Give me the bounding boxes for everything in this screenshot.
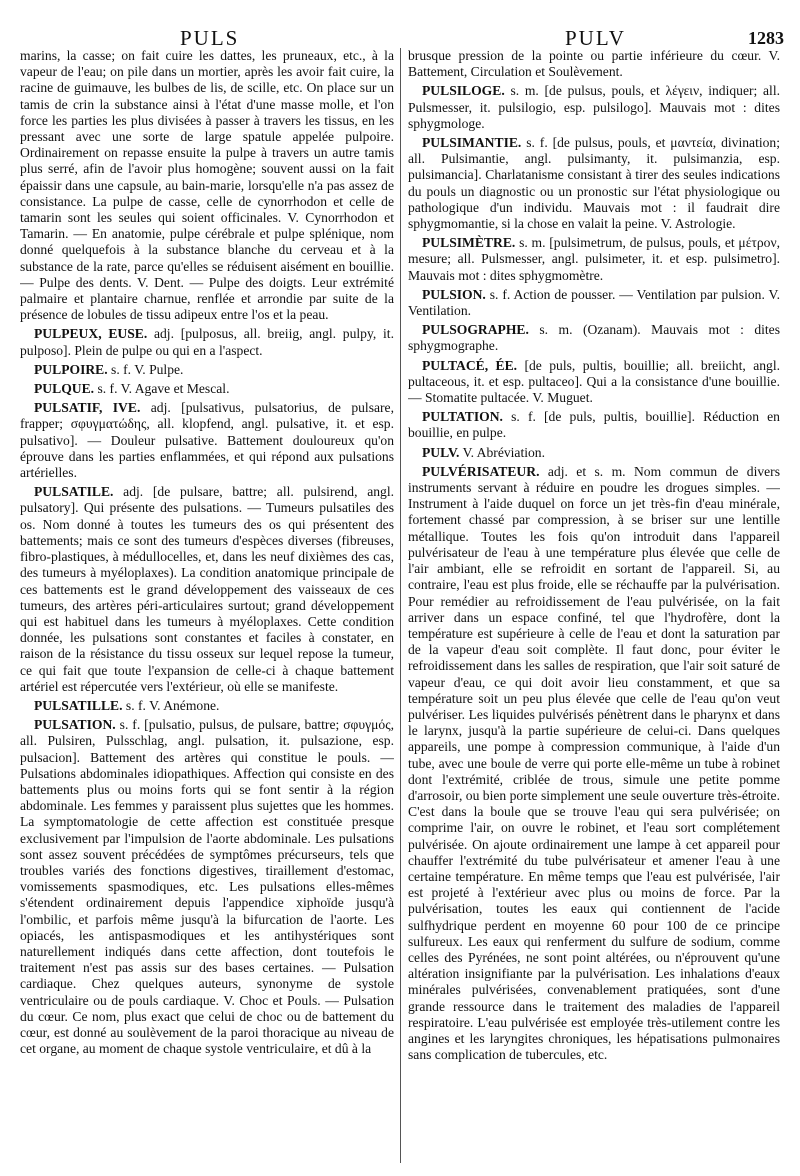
entry-headword: PULSATILLE. — [34, 697, 123, 713]
dictionary-entry — [408, 464, 780, 1064]
dictionary-entry — [408, 409, 780, 441]
entry-text: s. f. V. Agave et Mescal. — [97, 381, 230, 397]
entry-headword: PULSATILE. — [34, 484, 114, 500]
entry-headword: PULSIMANTIE. — [422, 135, 522, 151]
entry-headword: PULSION. — [422, 286, 486, 302]
entry-headword: PULSATIF, IVE. — [34, 400, 141, 416]
entry-headword: PULSATION. — [34, 717, 116, 733]
entry-headword: PULTACÉ, ÉE. — [422, 357, 518, 373]
entry-text: s. f. V. Pulpe. — [111, 361, 184, 377]
entry-text: adj. et s. m. Nom commun de divers instruments servant à réduire en poudre les drogues simples. — Instrument à l'aide duquel on force un jet très-fin d'eau minérale, fortement chassé par compression, à se briser sur une lentille métallique. Toutes les fois qu'on introduit dans l'appareil pulvérisateur de l'eau à une température plus élevée que celle de l'air ambiant, elle se refroidit en sortant de l'appareil. Si, au contraire, l'eau est plus froide, elle se réchauffe par la pulvérisation. Pour remédier au refroidissement de l'eau pulvérisée, on la fait arriver dans un espace confiné, tel que l'hydrofère, dont la température est supérieure à celle de l'eau et dont la saturation par de la vapeur d'eau soit complète. Il faut donc, pour éviter le refroidissement dans les salles de respiration, que l'air soit saturé de vapeur d'eau, ce qui doit avoir lieu constamment, et que sa température soit un peu plus élevée que celle de l'eau qu'on veut pulvériser. Les liquides pulvérisés pénètrent dans le pharynx et dans le larynx, jusqu'à la partie supérieure de celui-ci. Dans quelques appareils, une pompe à compression communique, à l'aide d'un tube, avec une boule de verre qui porte elle-même un tube à robinet dont l'extrémité, criblée de trous, simule une petite pomme d'arrosoir, ou bien porte simplement une seule ouverture très-étroite. C'est dans la boule que se trouve l'eau qui sera pulvérisée; on comprime l'air, on ouvre le robinet, et l'eau sort complétement pulvérisée. On ajoute ordinairement une lampe à cet appareil pour chauffer l'extrémité du tube pulvérisateur et amener l'eau à une certaine température. En même temps que l'eau est pulvérisée, l'air est projeté à l'extérieur avec plus ou moins de force. Par la pulvérisation, toutes les eaux qui contiennent de l'acide sulfhydrique perdent en moyenne 60 pour 100 de ce principe sulfureux. Les eaux qui renferment du sulfure de sodium, comme celles des Pyrénées, ne sont point altérées, ou n'éprouvent qu'une altération insignifiante par la pulvérisation. Les inhalations d'eaux minérales pulvérisées, convenablement pratiquées, sont d'une grande ressource dans le traitement des maladies de l'appareil respiratoire. L'eau pulvérisée est employée très-utilement contre les angines et les laryngites chroniques, les hépatisations pulmonaires sans complication de tubercules, etc. — [408, 463, 780, 1063]
entry-text: s. m. [pulsimetrum, de pulsus, pouls, et μέτρον, mesure; all. Pulsmesser, angl. pulsimeter, it. et esp. pulsimetro]. Mauvais mot : dites sphygmomètre. — [408, 235, 780, 283]
dictionary-entry — [20, 326, 394, 358]
entry-headword: PULPEUX, EUSE. — [34, 326, 148, 342]
entry-text: adj. [pulposus, all. breiig, angl. pulpy, it. pulposo]. Plein de pulpe ou qui en a l'aspect. — [20, 326, 394, 358]
entry-text: [de puls, pultis, bouillie; all. breiicht, angl. pultaceous, it. et esp. pultaceo]. Qui a la consistance d'une bouillie. — Stomatite pultacée. V. Muguet. — [408, 357, 780, 406]
entry-text: s. f. V. Anémone. — [125, 697, 220, 713]
entry-text: adj. [pulsativus, pulsatorius, de pulsare, frapper; σφυγματώδης, all. klopfend, angl. pulsative, it. et esp. pulsativo]. — Douleur pulsative. Battement douloureux qu'on éprouve dans les parties enflammées, et qui répond aux pulsations artérielles. — [20, 400, 394, 481]
left-column — [20, 48, 394, 1168]
dictionary-entry — [20, 381, 394, 397]
entry-headword: PULPOIRE. — [34, 361, 108, 377]
dictionary-entry — [20, 400, 394, 481]
running-head-right: PULV — [565, 26, 626, 50]
entry-headword: PULVÉRISATEUR. — [422, 463, 540, 479]
entry-headword: PULSILOGE. — [422, 83, 505, 99]
entry-text: s. f. [de puls, pultis, bouillie]. Réduction en bouillie, en pulpe. — [408, 409, 780, 441]
entry-text: marins, la casse; on fait cuire les dattes, les pruneaux, etc., à la vapeur de l'eau; on pile dans un mortier, après les avoir fait cuire, la racine de guimauve, les bulbes de lis, de scille, etc. On place sur un tamis de crin la substance ainsi à l'état d'une masse molle, et l'on force les parties les plus divisées à passer à travers les tissus, en les pressant avec une sorte de large spatule appelée pulpoire. Ordinairement on repasse ensuite la pulpe à travers un autre tamis plus serré, afin de l'avoir plus homogène; souvent aussi on la fait épaissir dans une capsule, au bain-marie, lorsqu'elle n'a pas assez de consistance. La pulpe de casse, celle de cynorrhodon et celle de tamarin sont les seules qui soient officinales. V. Cynorrhodon et Tamarin. — En anatomie, pulpe cérébrale et pulpe splénique, nom donné quelquefois à la substance blanche du cerveau et à la substance de la rate, parce qu'elles se réduisent aisément en bouillie. — Pulpe des dents. V. Dent. — Pulpe des doigts. Leur extrémité palmaire et plantaire charnue, renflée et arrondie par suite de la présence de lobules de tissu adipeux entre l'os et la peau. — [20, 48, 394, 323]
entry-headword: PULQUE. — [34, 381, 95, 397]
entry-text: adj. [de pulsare, battre; all. pulsirend, angl. pulsatory]. Qui présente des pulsations. — Tumeurs pulsatiles des os. Nom donné à toutes les tumeurs des os qui présentent des battements; mais ce sont des tumeurs d'espèces diverses (fibreuses, fibro-plastiques, à médullocelles, et, dans les neuf dixièmes des cas, des tumeurs à myéloplaxes). La condition anatomique principale de ces battements est le grand développement des vaisseaux de ces tumeurs, des artères péri-articulaires surtout; grand développement qui est habituel dans les tumeurs à myéloplaxes. Cette condition donnée, les pulsations sont constantes et faciles à constater, en raison de la résistance du tissu osseux sur lequel repose la tumeur, ce qui fait que toute l'expansion de celle-ci à chaque battement artériel est répercutée vers l'extérieur, où elle se manifeste. — [20, 484, 394, 694]
entry-text: s. f. Action de pousser. — Ventilation par pulsion. V. Ventilation. — [408, 286, 780, 319]
dictionary-entry — [20, 698, 394, 714]
dictionary-entry — [408, 445, 780, 461]
dictionary-entry — [20, 717, 394, 1057]
page-number: 1283 — [748, 28, 784, 48]
entry-text: s. f. [de pulsus, pouls, et μαντεία, divination; all. Pulsimantie, angl. pulsimanty, it. pulsimanzia, esp. pulsimancia]. Charlatanisme consistant à tirer des seules indications du pouls un diagnostic ou un pronostic sur l'état physiologique ou pathologique d'un individu. Mauvais mot : il faudrait dire sphygmomantie, si la chose en valait la peine. V. Astrologie. — [408, 135, 780, 232]
dictionary-entry — [20, 484, 394, 695]
dictionary-entry — [20, 48, 394, 323]
entry-text: brusque pression de la pointe ou partie inférieure du cœur. V. Battement, Circulation et Soulèvement. — [408, 48, 780, 80]
dictionary-entry — [408, 48, 780, 80]
dictionary-entry — [408, 287, 780, 319]
entry-headword: PULSIMÈTRE. — [422, 235, 516, 251]
entry-headword: PULV. — [422, 444, 460, 460]
right-column — [408, 48, 780, 1168]
dictionary-entry — [408, 235, 780, 284]
entry-headword: PULSOGRAPHE. — [422, 322, 529, 338]
dictionary-entry — [408, 358, 780, 407]
entry-headword: PULTATION. — [422, 409, 503, 425]
entry-text: V. Abréviation. — [462, 444, 545, 460]
dictionary-entry — [20, 362, 394, 378]
entry-text: s. m. [de pulsus, pouls, et λέγειν, indiquer; all. Pulsmesser, it. pulsilogio, esp. pulsilogo]. Mauvais mot : dites sphygmologe. — [408, 83, 780, 131]
entry-text: s. m. (Ozanam). Mauvais mot : dites sphygmographe. — [408, 322, 780, 354]
column-divider — [400, 48, 401, 1163]
dictionary-entry — [408, 83, 780, 132]
dictionary-entry — [408, 322, 780, 354]
dictionary-entry — [408, 135, 780, 232]
running-head-left: PULS — [180, 26, 240, 50]
entry-text: s. f. [pulsatio, pulsus, de pulsare, battre; σφυγμός, all. Pulsiren, Pulsschlag, angl. pulsation, it. pulsazione, esp. pulsacion]. Battement des artères qui constitue le pouls. — Pulsations abdominales idiopathiques. Affection qui consiste en des battements plus ou moins forts qui se font sentir à la région abdominale. Les femmes y paraissent plus sujettes que les hommes. La symptomatologie de cette affection est constituée presque exclusivement par l'impulsion de l'aorte abdominale. Les pulsations sont assez souvent précédées de symptômes précurseurs, tels que troubles variés des fonctions digestives, tiraillement d'estomac, vomissements spasmodiques, etc. Les pulsations elles-mêmes s'étendent ordinairement depuis l'appendice xiphoïde jusqu'à l'ombilic, et parfois même jusqu'à la bifurcation de l'aorte. Les opiacés, les antispasmodiques et les antihystériques sont naturellement indiqués dans cette affection, dont toutefois le traitement n'est pas assis sur des bases certaines. — Pulsation cardiaque. Chez quelques auteurs, synonyme de systole ventriculaire ou de pouls cardiaque. V. Choc et Pouls. — Pulsation du cœur. Ce nom, plus exact que celui de choc ou de battement du cœur, est donné au soulèvement de la paroi thoracique au niveau de cet organe, au moment de chaque systole ventriculaire, et dû à la — [20, 717, 394, 1057]
